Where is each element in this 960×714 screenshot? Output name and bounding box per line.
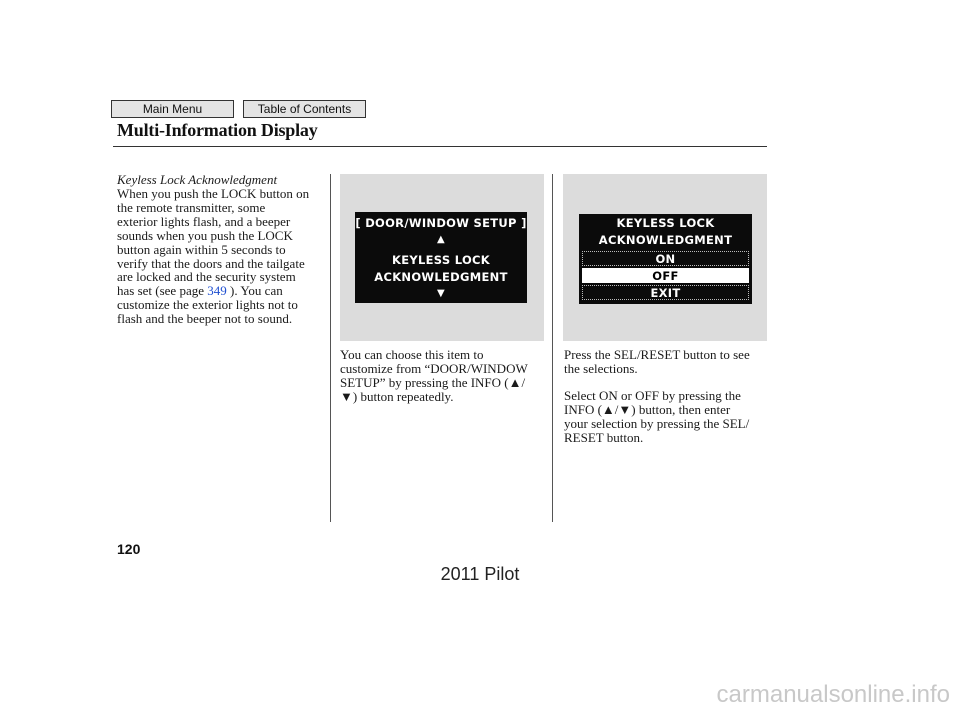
display-line: ACKNOWLEDGMENT bbox=[598, 233, 733, 247]
title-divider bbox=[113, 146, 767, 147]
text-line: ▼) button repeatedly. bbox=[340, 388, 454, 404]
text-line: your selection by pressing the SEL/ bbox=[564, 415, 750, 431]
keyless-lock-options-display bbox=[579, 214, 752, 304]
text-line: customize the exterior lights not to bbox=[117, 297, 298, 313]
table-of-contents-button[interactable]: Table of Contents bbox=[243, 100, 366, 118]
selection-instructions bbox=[564, 348, 770, 376]
display-header: [ DOOR/WINDOW SETUP ] bbox=[355, 216, 527, 230]
text-line: Select ON or OFF by pressing the bbox=[564, 388, 741, 403]
text-line: verify that the doors and the tailgate bbox=[117, 255, 305, 271]
customize-instructions bbox=[340, 348, 546, 404]
section-heading: Keyless Lock Acknowledgment bbox=[117, 172, 278, 187]
text-line: customize from “DOOR/WINDOW bbox=[340, 360, 528, 376]
door-window-setup-display bbox=[355, 212, 527, 303]
option-off-selected: OFF bbox=[582, 268, 749, 283]
page-number: 120 bbox=[117, 541, 141, 557]
column-divider bbox=[552, 174, 553, 522]
text-fragment: ). You can bbox=[226, 283, 283, 299]
confirm-instructions bbox=[564, 389, 770, 445]
up-arrow-icon: ▲ bbox=[437, 234, 445, 245]
text-line: button again within 5 seconds to bbox=[117, 241, 286, 257]
main-menu-button[interactable]: Main Menu bbox=[111, 100, 234, 118]
text-line: INFO (▲/▼) button, then enter bbox=[564, 401, 731, 417]
text-fragment: has set (see page bbox=[117, 283, 208, 299]
watermark: carmanualsonline.info bbox=[716, 681, 950, 708]
page-349-link[interactable]: 349 bbox=[207, 283, 227, 299]
text-line: the remote transmitter, some bbox=[117, 199, 266, 215]
text-line: When you push the LOCK button on bbox=[117, 186, 310, 201]
text-line-with-link bbox=[117, 284, 327, 298]
text-line: RESET button. bbox=[564, 429, 644, 445]
page-title: Multi-Information Display bbox=[117, 120, 318, 140]
display-line: KEYLESS LOCK bbox=[616, 216, 715, 230]
text-line: SETUP” by pressing the INFO (▲/ bbox=[340, 374, 526, 390]
keyless-lock-description bbox=[117, 187, 327, 326]
down-arrow-icon: ▼ bbox=[437, 288, 445, 299]
text-line: are locked and the security system bbox=[117, 269, 296, 285]
column-divider bbox=[330, 174, 331, 522]
option-exit: EXIT bbox=[582, 285, 749, 300]
display-line: ACKNOWLEDGMENT bbox=[374, 270, 508, 284]
display-line: KEYLESS LOCK bbox=[392, 253, 490, 267]
text-line: flash and the beeper not to sound. bbox=[117, 311, 293, 327]
text-line: the selections. bbox=[564, 360, 638, 376]
text-line: Press the SEL/RESET button to see bbox=[564, 347, 750, 362]
footer-model-label: 2011 Pilot bbox=[440, 564, 520, 584]
text-line: You can choose this item to bbox=[340, 347, 484, 362]
text-line: exterior lights flash, and a beeper bbox=[117, 213, 291, 229]
text-line: sounds when you push the LOCK bbox=[117, 227, 293, 243]
option-on: ON bbox=[582, 251, 749, 266]
